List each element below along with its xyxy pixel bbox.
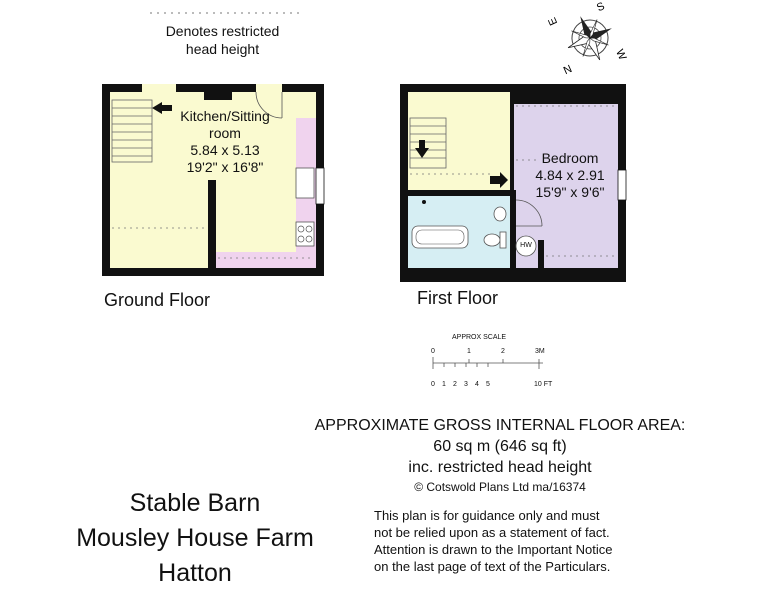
scale-metric-0: 0 bbox=[431, 348, 435, 355]
room-metric-size: 5.84 x 5.13 bbox=[190, 142, 260, 158]
first-floor-plan bbox=[0, 0, 768, 290]
scale-imperial-4: 4 bbox=[475, 381, 479, 388]
disclaimer bbox=[374, 507, 674, 575]
compass-label-e: E bbox=[546, 15, 561, 28]
floor-area-summary bbox=[285, 416, 715, 496]
address-line-2: Mousley House Farm bbox=[76, 524, 314, 552]
room-name-line-1: Kitchen/Sitting bbox=[180, 108, 270, 124]
area-note: inc. restricted head height bbox=[408, 459, 592, 476]
disclaimer-line-3: Attention is drawn to the Important Notice bbox=[374, 542, 613, 557]
bathtub bbox=[412, 226, 468, 248]
scale-imperial-1: 1 bbox=[442, 381, 446, 388]
scale-metric-2: 2 bbox=[501, 348, 505, 355]
scale-imperial-2: 2 bbox=[453, 381, 457, 388]
shower-point bbox=[422, 200, 426, 204]
property-address bbox=[50, 486, 340, 591]
disclaimer-line-4: on the last page of text of the Particulars. bbox=[374, 559, 611, 574]
bedroom-window bbox=[618, 170, 626, 200]
scale-imperial-10ft: 10 FT bbox=[534, 381, 553, 388]
disclaimer-line-1: This plan is for guidance only and must bbox=[374, 508, 600, 523]
scale-metric-3: 3M bbox=[535, 348, 545, 355]
ground-floor-label: Ground Floor bbox=[104, 290, 211, 310]
bedroom-imperial-size: 15'9" x 9'6" bbox=[535, 184, 605, 200]
scale-imperial-5: 5 bbox=[486, 381, 490, 388]
scale-imperial-0: 0 bbox=[431, 381, 435, 388]
compass-label-w: W bbox=[613, 47, 629, 62]
scale-imperial-3: 3 bbox=[464, 381, 468, 388]
legend-line-2: head height bbox=[185, 41, 260, 57]
area-size: 60 sq m (646 sq ft) bbox=[433, 438, 567, 455]
scale-metric-1: 1 bbox=[467, 348, 471, 355]
first-floor-staircase bbox=[410, 118, 446, 168]
disclaimer-line-2: not be relied upon as a statement of fact. bbox=[374, 525, 610, 540]
bedroom-metric-size: 4.84 x 2.91 bbox=[535, 167, 605, 183]
room-name-line-2: room bbox=[209, 125, 241, 141]
scale-title: APPROX SCALE bbox=[452, 334, 507, 341]
bedroom-label bbox=[526, 150, 614, 201]
compass-label-n: N bbox=[561, 61, 574, 76]
area-title: APPROXIMATE GROSS INTERNAL FLOOR AREA: bbox=[314, 417, 686, 434]
legend-line-1: Denotes restricted bbox=[165, 23, 280, 39]
first-floor-label: First Floor bbox=[417, 288, 498, 308]
copyright-notice: © Cotswold Plans Ltd ma/16374 bbox=[414, 480, 586, 494]
address-line-3: Hatton bbox=[158, 559, 232, 587]
bedroom-name: Bedroom bbox=[541, 150, 599, 166]
room-imperial-size: 19'2" x 16'8" bbox=[186, 159, 264, 175]
toilet bbox=[484, 234, 500, 246]
address-line-1: Stable Barn bbox=[129, 489, 261, 517]
compass-label-s: S bbox=[594, 0, 607, 15]
wash-basin bbox=[494, 207, 506, 221]
hot-water-label: HW bbox=[520, 242, 532, 249]
